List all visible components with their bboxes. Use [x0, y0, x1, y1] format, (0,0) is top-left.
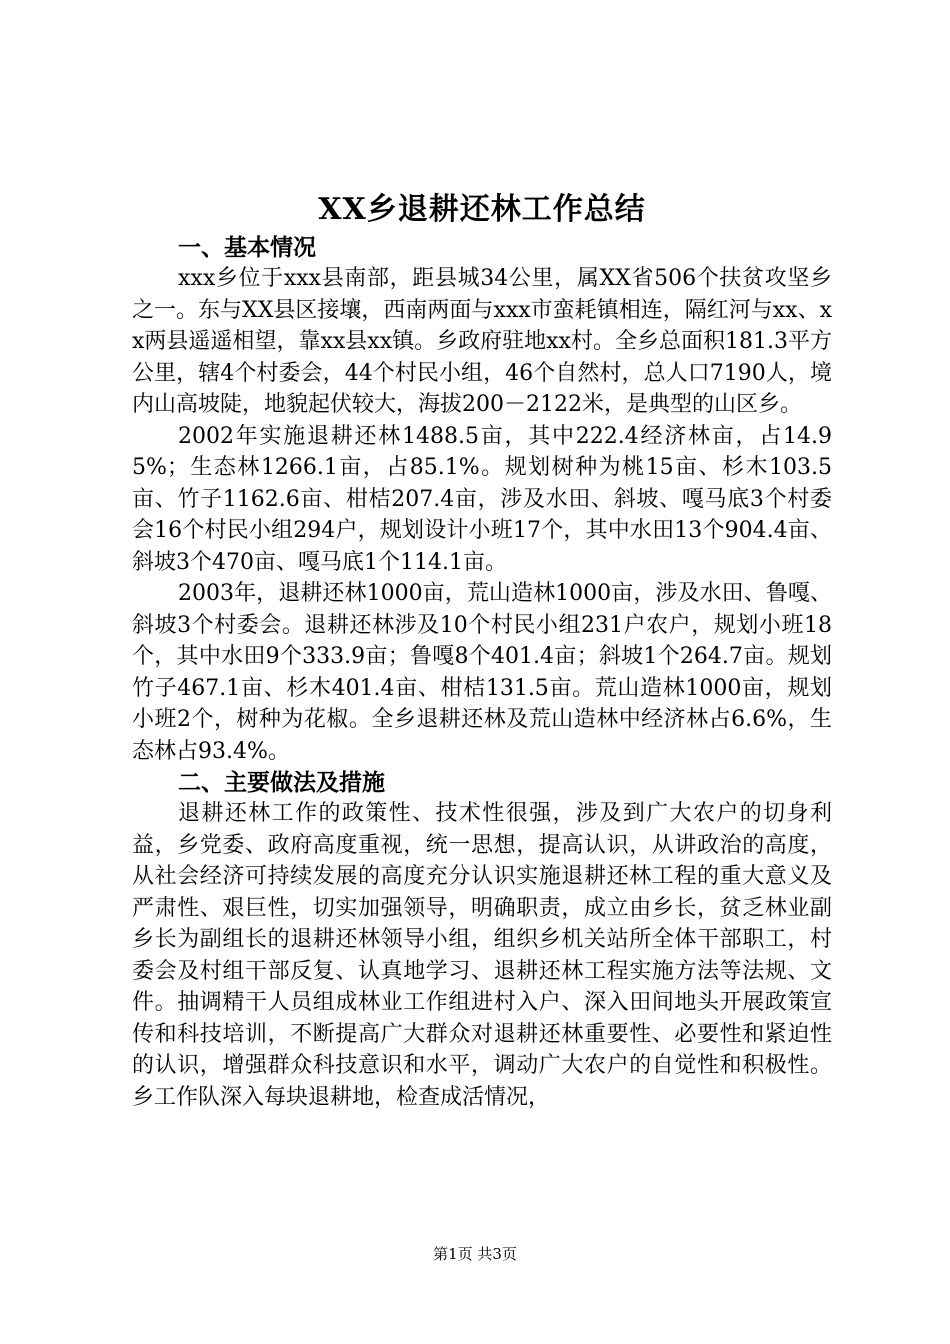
document-title: XX乡退耕还林工作总结 — [318, 192, 646, 227]
paragraph: 退耕还林工作的政策性、技术性很强，涉及到广大农户的切身利益，乡党委、政府高度重视，统一思想，提高认识，从讲政治的高度，从社会经济可持续发展的高度充分认识实施退耕还林工程的重大意义及严肃性、艰巨性，切实加强领导，明确职责，成立由乡长，贫乏林业副乡长为副组长的退耕还林领导小组，组织乡机关站所全体干部职工，村委会及村组干部反复、认真地学习、退耕还林工程实施方法等法规、文件。抽调精干人员组成林业工作组进村入户、深入田间地头开展政策宣传和科技培训，不断提高广大群众对退耕还林重要性、必要性和紧迫性的认识，增强群众科技意识和水平，调动广大农户的自觉性和积极性。乡工作队深入每块退耕地，检查成活情况， — [132, 801, 832, 1110]
paragraph: 2003年，退耕还林1000亩，荒山造林1000亩，涉及水田、鲁嘎、斜坡3个村委会。退耕还林涉及10个村民小组231户农户，规划小班18个，其中水田9个333.9亩；鲁嘎8个401.4亩；斜坡1个264.7亩。规划竹子467.1亩、杉木401.4亩、柑桔131.5亩。荒山造林1000亩，规划小班2个，树种为花椒。全乡退耕还林及荒山造林中经济林占6.6%，生态林占93.4%。 — [132, 581, 832, 764]
section-heading: 一、基本情况 — [178, 234, 316, 261]
paragraph: xxx乡位于xxx县南部，距县城34公里，属XX省506个扶贫攻坚乡之一。东与XX县区接壤，西南两面与xxx市蛮耗镇相连，隔红河与xx、xx两县遥遥相望，靠xx县xx镇。乡政府驻地xx村。全乡总面积181.3平方公里，辖4个村委会，44个村民小组，46个自然村，总人口7190人，境内山高坡陡，地貌起伏较大，海拔200－2122米，是典型的山区乡。 — [132, 266, 832, 417]
paragraph: 2002年实施退耕还林1488.5亩，其中222.4经济林亩，占14.95%；生态林1266.1亩，占85.1%。规划树种为桃15亩、杉木103.5亩、竹子1162.6亩、柑桔207.4亩，涉及水田、斜坡、嘎马底3个村委会16个村民小组294户，规划设计小班17个，其中水田13个904.4亩、斜坡3个470亩、嘎马底1个114.1亩。 — [132, 423, 832, 575]
section-heading: 二、主要做法及措施 — [178, 769, 385, 796]
section-main-measures — [132, 767, 832, 1113]
page-number-footer: 第1页 共3页 — [433, 1245, 517, 1263]
section-basic-situation — [132, 232, 832, 767]
document-page — [132, 188, 832, 1113]
